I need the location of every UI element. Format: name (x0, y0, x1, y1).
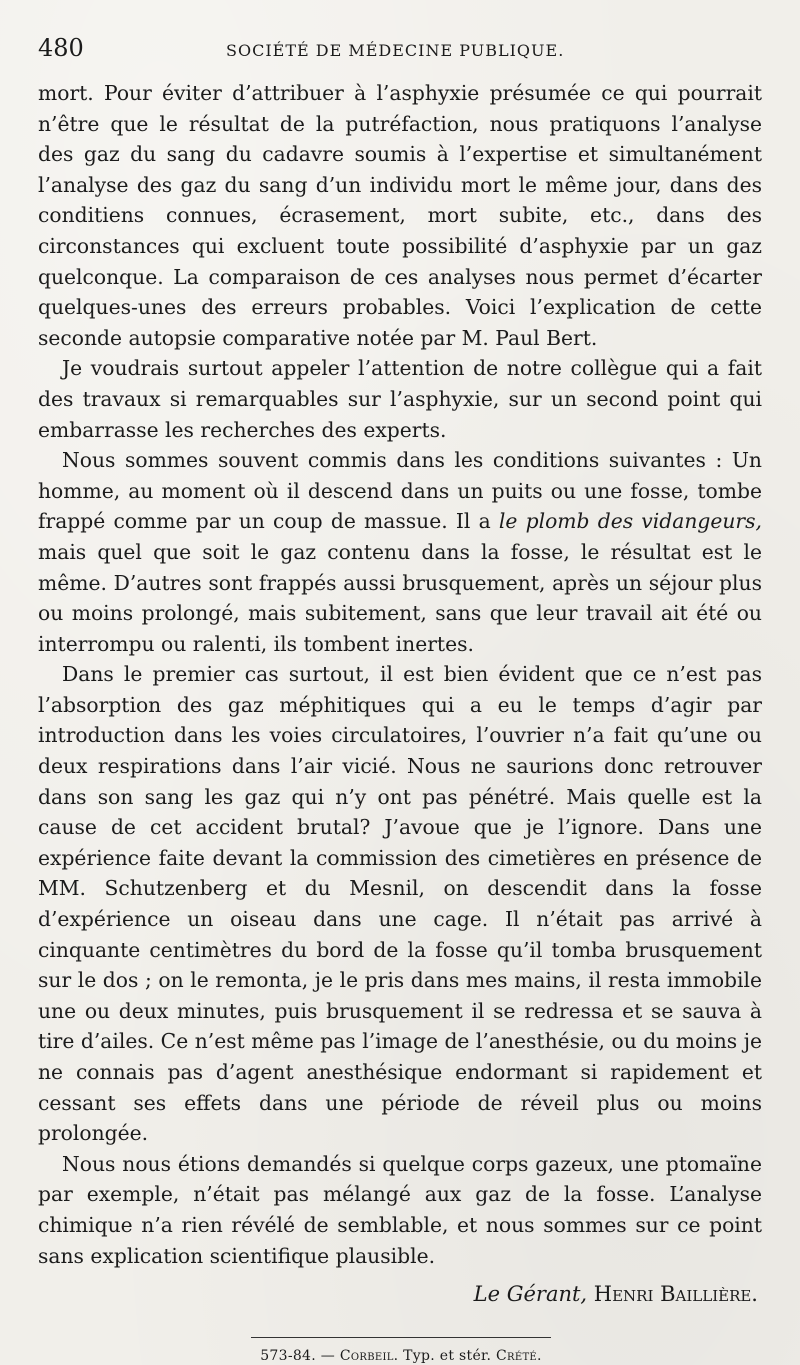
body-text (38, 78, 762, 1271)
paragraph-text: Je voudrais surtout appeler l’attention de notre collègue qui a fait des travaux si remarquables sur l’asphyxie, sur un second point qui embarrasse les recherches des experts. (38, 356, 762, 442)
signature (38, 1277, 764, 1311)
paragraph (38, 659, 762, 1149)
signature-name: Henri Baillière. (593, 1282, 758, 1307)
paragraph-text: Nous sommes souvent commis dans les conditions suivantes : Un homme, au moment où il descend dans un puits ou une fosse, tombe frappé comme par un coup de massue. Il a (38, 448, 762, 534)
paragraph (38, 353, 762, 445)
paragraph (38, 78, 762, 353)
imprint-dash: — (320, 1348, 336, 1365)
paragraph (38, 445, 762, 659)
paragraph-text: mais quel que soit le gaz contenu dans la fosse, le résultat est le même. D’autres sont frappés aussi brusquement, après un séjour plus ou moins prolongé, mais subitement, sans que leur travail ait été ou interrompu ou ralenti, ils tombent inertes. (38, 539, 762, 656)
paragraph-text: Nous nous étions demandés si quelque corps gazeux, une ptomaïne par exemple, n’était pas mélangé aux gaz de la fosse. L’analyse chimique n’a rien révélé de semblable, et nous sommes sur ce point sans explication scientifique plausible. (38, 1151, 762, 1268)
page-number: 480 (38, 34, 84, 62)
footer-rule (251, 1337, 551, 1338)
printer-imprint (38, 1348, 764, 1364)
paragraph (38, 1149, 762, 1271)
paragraph-text: Dans le premier cas surtout, il est bien évident que ce n’est pas l’absorption des gaz méphitiques qui a eu le temps d’agir par introduction dans les voies circulatoires, l’ouvrier n’a fait qu’une ou deux respirations dans l’air vicié. Nous ne saurions donc retrouver dans son sang les gaz qui n’y ont pas pénétré. Mais quelle est la cause de cet accident brutal? J’avoue que je l’ignore. Dans une expérience faite devant la commission des cimetières en présence de MM. Schutzenberg et du Mesnil, on descendit dans la fosse d’expérience un oiseau dans une cage. Il n’était pas arrivé à cinquante centimètres du bord de la fosse qu’il tomba brusquement sur le dos ; on le remonta, je le pris dans mes mains, il resta immobile une ou deux minutes, puis brusquement il se redressa et se sauva à tire d’ailes. Ce n’est même pas l’image de l’anesthésie, ou du moins je ne connais pas d’agent anesthésique endormant si rapidement et cessant ses effets dans une période de réveil plus ou moins prolongée. (38, 662, 762, 1146)
paragraph-text: mort. Pour éviter d’attribuer à l’asphyxie présumée ce qui pourrait n’être que le résultat de la putréfaction, nous pratiquons l’analyse des gaz du sang du cadavre soumis à l’expertise et simultanément l’analyse des gaz du sang d’un individu mort le même jour, dans des conditiens connues, écrasement, mort subite, etc., dans des circonstances qui excluent toute possibilité d’asphyxie par un gaz quelconque. La comparaison de ces analyses nous permet d’écarter quelques-unes des erreurs probables. Voici l’explication de cette seconde autopsie comparative notée par M. Paul Bert. (38, 81, 762, 350)
imprint-code: 573-84. (260, 1348, 317, 1365)
imprint-city: Corbeil. (339, 1348, 399, 1365)
page-header (38, 34, 764, 78)
imprint-typ: Typ. et stér. (403, 1348, 492, 1365)
italic-phrase: le plomb des vidangeurs, (498, 509, 762, 534)
running-head: SOCIÉTÉ DE MÉDECINE PUBLIQUE. (226, 41, 565, 60)
imprint-printer: Crété. (496, 1348, 542, 1365)
signature-label: Le Gérant, (473, 1282, 588, 1307)
